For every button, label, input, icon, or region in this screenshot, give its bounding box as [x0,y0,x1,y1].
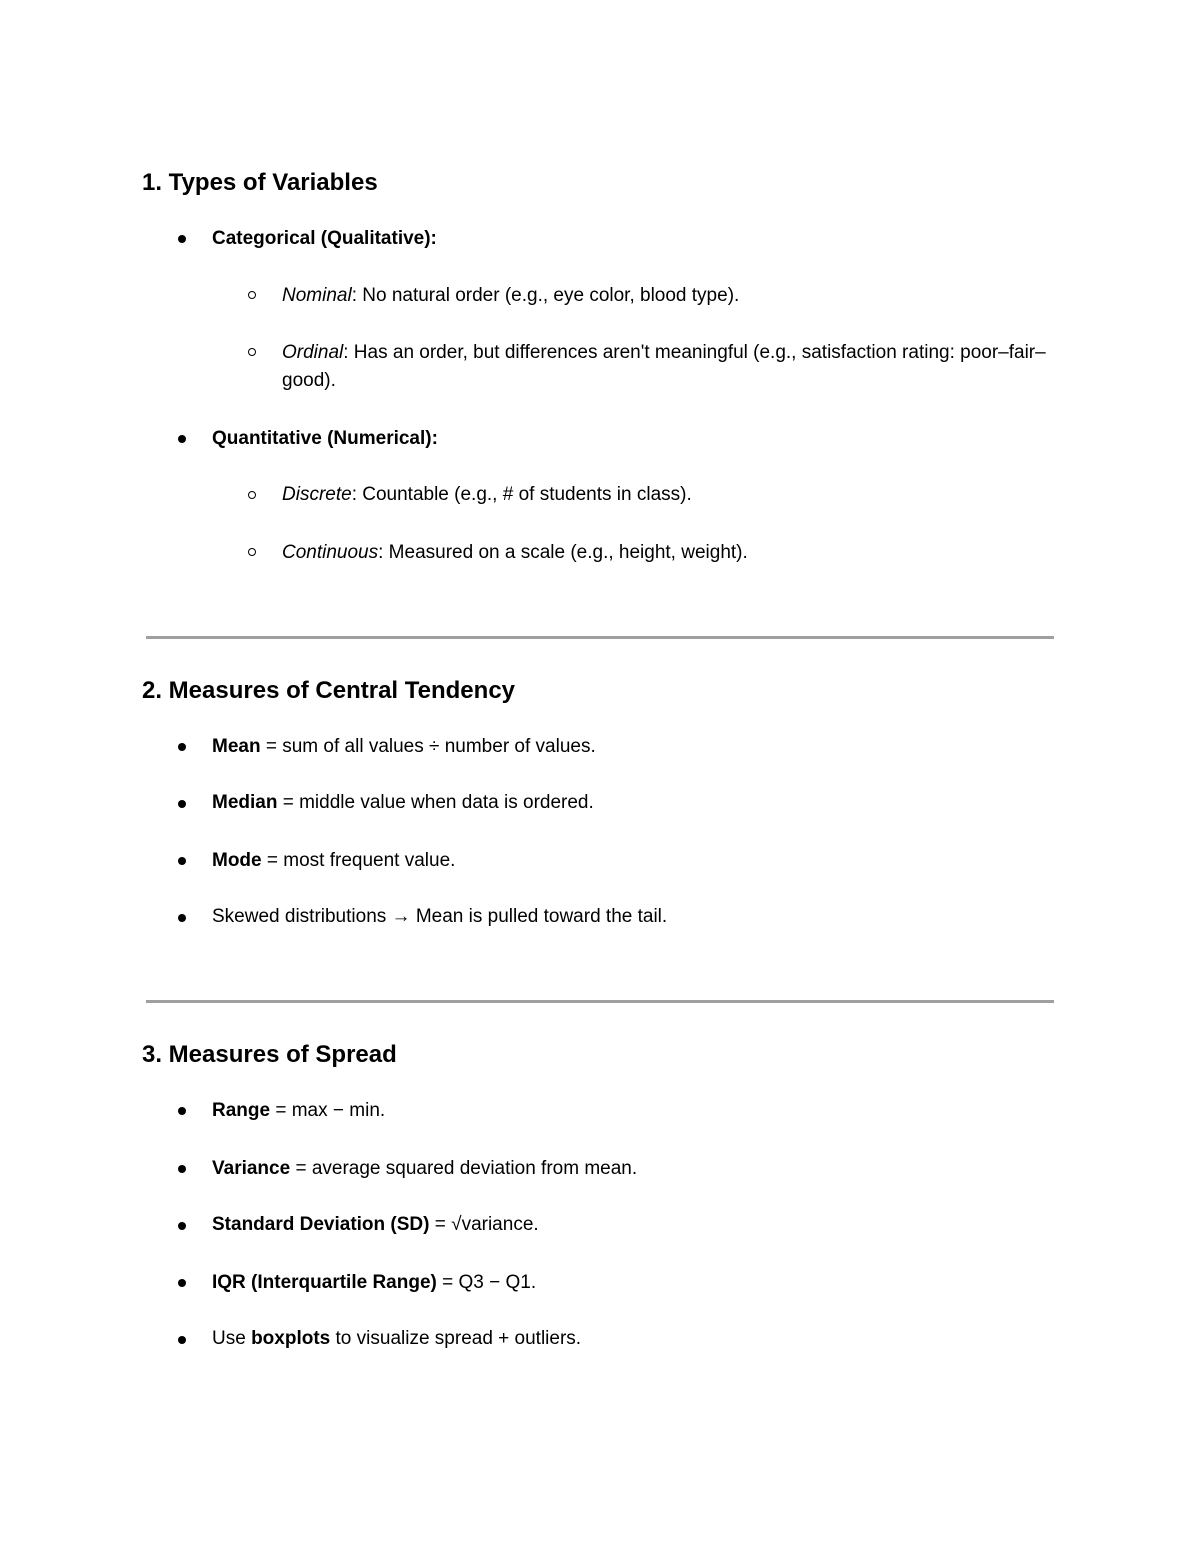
skew-text: Skewed distributions → Mean is pulled toward the tail. [212,906,668,927]
median-text: = middle value when data is ordered. [277,792,594,813]
bullet-disc [178,914,186,922]
bullet-circle [248,348,256,356]
range-text: = max − min. [270,1100,386,1121]
variance-text: = average squared deviation from mean. [290,1158,638,1179]
discrete-term: Discrete [282,484,352,505]
discrete-item [282,481,1072,509]
boxplots-item [212,1325,1072,1353]
categorical-item [212,225,1072,253]
ordinal-text: : Has an order, but differences aren't meaningful (e.g., satisfaction rating: poor–fair–good). [282,342,1046,391]
bullet-disc [178,1336,186,1344]
boxplots-before: Use [212,1328,252,1349]
sd-item [212,1211,1072,1239]
iqr-item [212,1269,1072,1297]
continuous-item [282,539,1072,567]
horizontal-rule [146,636,1054,639]
nominal-term: Nominal [282,285,352,306]
quantitative-item [212,425,1072,453]
mode-term: Mode [212,850,262,871]
bullet-disc [178,743,186,751]
sd-term: Standard Deviation (SD) [212,1214,430,1235]
variance-item [212,1155,1072,1183]
section-3-heading: 3. Measures of Spread [142,1041,397,1068]
bullet-circle [248,491,256,499]
discrete-text: : Countable (e.g., # of students in class). [351,484,692,505]
bullet-disc [178,1165,186,1173]
nominal-item [282,282,1072,310]
nominal-text: : No natural order (e.g., eye color, blood type). [351,285,740,306]
bullet-circle [248,548,256,556]
median-term: Median [212,792,278,813]
boxplots-after: to visualize spread + outliers. [330,1328,582,1349]
quantitative-label: Quantitative (Numerical): [212,428,438,449]
section-2-heading: 2. Measures of Central Tendency [142,677,516,704]
bullet-disc [178,235,186,243]
bullet-disc [178,857,186,865]
range-item [212,1097,1072,1125]
iqr-term: IQR (Interquartile Range) [212,1272,437,1293]
median-item [212,789,1072,817]
ordinal-term: Ordinal [282,342,344,363]
mean-item [212,733,1072,761]
bullet-disc [178,1222,186,1230]
sd-text: = √variance. [429,1214,539,1235]
continuous-text: : Measured on a scale (e.g., height, weight). [378,542,748,563]
variance-term: Variance [212,1158,291,1179]
mean-text: = sum of all values ÷ number of values. [260,736,596,757]
ordinal-item [282,339,1062,395]
bullet-disc [178,800,186,808]
bullet-disc [178,1279,186,1287]
continuous-term: Continuous [282,542,379,563]
section-1-heading: 1. Types of Variables [142,169,378,196]
mode-text: = most frequent value. [261,850,456,871]
boxplots-term: boxplots [251,1328,331,1349]
bullet-disc [178,1107,186,1115]
bullet-circle [248,291,256,299]
iqr-text: = Q3 − Q1. [436,1272,537,1293]
categorical-label: Categorical (Qualitative): [212,228,437,249]
horizontal-rule [146,1000,1054,1003]
bullet-disc [178,435,186,443]
mean-term: Mean [212,736,261,757]
skew-item [212,903,1072,931]
range-term: Range [212,1100,271,1121]
mode-item [212,847,1072,875]
